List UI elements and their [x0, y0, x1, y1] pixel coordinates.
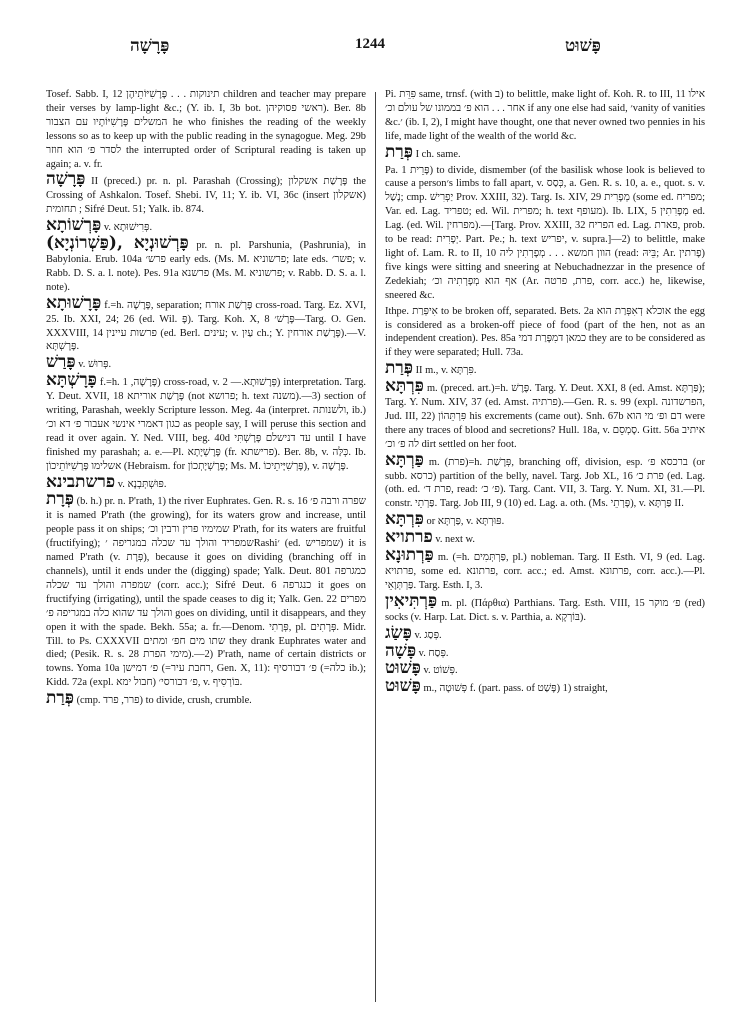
dictionary-entry — [46, 471, 366, 492]
entry-text: Pi. פִּרֵּת same, trnsf. (with ב) to belittle, make light of. Koh. R. to III, 11 אילו אחר . . . הוא פ׳ בממונו של עולם וכ׳ if any one else had said, ׳vanity of vanities &c.׳ (ib. I, 2), I might have thought, one that never owned two pennies in his life, made light of the wealth of the world &c. — [385, 89, 705, 142]
entry-text: Tosef. Sabb. I, 12 תינוקות . . . פָּרָשִׁיּוֹתֵיהֶן children and teacher may prepare their verses by lamp-light &c.; (Y. ib. I, 3b bot. ראשי פסוקיהן). Ber. 8b המשלים פָּרָשִׁיּוֹתָיו עם הצבור he who finishes the reading of the weekly lessons so as to keep up with the public reading in the synagogue. Meg. 29b לסדר פ׳ הוא חוזר the interrupted order of Scriptural reading is taken up again; a. v. fr. — [46, 89, 366, 170]
entry-headword: פְּרַת — [385, 141, 413, 162]
entry-text: Pa. פָּרֵית 1) to divide, dismember (of the basilisk whose look is believed to cause a person׳s limbs to fall apart, v. כְּסַס, a. Gen. R. s. 10, a. e., quot. s. v. נָשַׁל; cmp. יַפְרִישׁ Prov. XXIII, 32). Targ. Is. XIV, 29 מְפָרִית (some ed. מפריח; Var. ed. Lag. טפריד; ed. Wil. מפרית; h. text מעופף). Ib. LIX, 5 מְפָרִתִין ed. Lag. (ed. Wil. מפרחין).—[Targ. Prov. XXIII, 32 הפריח ed. Lag. פארת, prob. to be read: יְפָרִית. Part. Pe.; h. text יפריש, v. supra.]—2) to belittle, make light of. Lam. R. to II, 10 הוון חמשא . . . מְפָרְתִין ליה (read: בֵּיהּ; Ar. פָרתין) five kings were sitting and sneering at Nebuchadnezzar in the presence of Zedekiah; אף הוא מְפָרְתִיה וכ׳ (Ar. פרת, פרטה, corr. acc.) he, likewise, sneered &c. — [385, 164, 705, 301]
entry-headword: פָּשׁוּט — [385, 676, 421, 697]
dictionary-entry — [385, 141, 705, 162]
entry-headword: פָּשַׂג — [385, 622, 412, 643]
entry-headword: פִּרְתָּא — [385, 376, 424, 397]
entry-text: or פַּרְתָּא, v. פּוּרְתָּא. — [426, 516, 505, 528]
entry-headword: פָּשׁוּט — [385, 658, 421, 679]
dictionary-entry — [385, 545, 705, 593]
dictionary-entry — [46, 688, 366, 709]
entry-headword: פְּרַת — [46, 688, 74, 709]
entry-headword: פַּרְתָּא — [385, 449, 424, 470]
dictionary-entry — [46, 489, 366, 690]
entry-text: II (preced.) pr. n. pl. Parashah (Crossing); פָּרָשַׁת אשקלון the Crossing of Ashkalon. Tosef. Shebi. IV, 11; Y. ib. VI, 36c (insert אשקלון) תחומית ; Sifré Deut. 51; Yalk. ib. 874. — [46, 176, 366, 216]
dictionary-entry — [46, 88, 366, 171]
right-column — [385, 88, 705, 1008]
entry-headword: פָּרָשָׁה — [46, 169, 86, 190]
dictionary-entry — [385, 449, 705, 512]
entry-text: v. פְּרִישׁוּתָא. — [103, 222, 153, 234]
entry-headword: פָּרַשׁ — [46, 352, 76, 373]
header-right-word: פָּשׁוּט — [565, 36, 601, 55]
entry-text: f.=h. פָּרָשָׁה, 1) cross-road, v. פְּרָשׁוּתָא.— 2) interpretation. Targ. Y. Deut. XVII, 18 פָּרָשַׁת אוריתא (not פרושא; h. text משנה).—3) section of writing, Parashah, weekly Scripture lesson. Meg. 4a (interpret. ולשנותה, ib.) כגון דאמרי אינשי אעבור פ׳ דא וכ׳ as people say, I will peruse this section and read it over again. Y. Ned. VIII, beg. 40d עד דנישלם פָּרָשְׁתִּי until I have finished my parashah; a. e.—Pl. פָּרָשְׁיָתָא (fr. פרישתא). Ber. 8b, v. כְּלַּה. Ib. אשלימו פָּרָשִׁיּוֹתֵיכוֹן (Hebraism. for פָּרָשְׁיָתְכוֹן; Ms. M. פָּרְשִׁיָּיתֵיכוֹ), v. פָּרָשָׁה. — [46, 377, 366, 472]
entry-text: Ithpe. אִיפְּרַת to be broken off, separated. Bets. 2a אוכלא דְאִפְּרַת הוא the egg is considered as a broken-off piece of food (part of the hen, not as an independent creation). Pes. 85a כמאן דמִפָּרַת דמי they are to be considered as if they were separated; Hull. 73a. — [385, 305, 705, 359]
dictionary-entry — [385, 658, 705, 679]
entry-text: m. (פרת)=h. פְּרָשַׁת, branching off, division, esp. ברכסא פ׳ (or subb. כרסא) partition of the belly, navel. Targ. Job XL, 16 פרת כ׳ (ed. Lag. (oth. ed. פרת ד׳, read: פ׳ כ׳). Targ. Cant. VII, 3. Targ. Y. Num. XI, 31.—Pl. constr. פַּרְתֵי. Targ. Job III, 9 (10) ed. Lag. a. oth. (Ms. פָּרְתֵי), v. פַּרְתָּא II. — [385, 456, 705, 510]
entry-text: m. (preced. art.)=h. פֶּרֶשׁ. Targ. Y. Deut. XXI, 8 (ed. Amst. פַּרְתָּא); Targ. Y. Num. XIV, 37 (ed. Amst. פרתיה).—Gen. R. s. 99 (expl. הפרשדונה, Jud. III, 22) פִּרְתֵּהוֹן his excrements (came out). Snh. 67b דם ופ׳ מי הוא were there any traces of blood and secretions? Hull. 18a, v. סָמְסֵם. Gitt. 56a איתיב לה פ׳ וכ׳ dirt settled on her foot. — [385, 383, 705, 450]
entry-headword: פְּרָת — [46, 489, 74, 510]
entry-text: I ch. same. — [415, 148, 461, 160]
entry-text: v. next w. — [435, 534, 475, 546]
entry-text: (cmp. פרר, פרד) to divide, crush, crumble. — [76, 695, 252, 707]
entry-text: (b. h.) pr. n. P'rath, 1) the river Euphrates. Gen. R. s. 16 שפרה ורבה פ׳ it is named P'rath (the growing), for its waters grow and increase, until people pass it on ships; שמימיו פרין ורבין וכ׳ P'rath, for its waters are fruitful (fructifying); שמפריד והולך עד שכלה במגריפה ׳Rashi׳ (ed. שמפריש) it is named P'rath (v. פְּרָת), because it goes on dividing (branching off in channels), until it ends under the (digging) spade; Yalk. Deut. 801 כמגרפה שמפרה והולך עד שכלה (corr. acc.); Sifré Deut. 6 כנגרפה it goes on fructifying (irrigating), until the spade ceases to dig it; Yalk. Gen. 22 מפרים והולך עד שהוא כלה במגריפה פ׳ goes on dividing, until it disappears, and they open it with the spade. Bekh. 55a; a. fr.—Denom. פְּרָתִי, pl. פְּרָתִים. Midr. Till. to Ps. CXXXVII שתו מים חפ׳ ומתים they drank Euphrates water and died; (Pesik. R. s. 28 מימי הפרת).—2) P'rath, name of certain districts or towns. Yoma 10a פ׳ דמישן (=רחבת עיר, Gen. X, 11): פ׳ דבורסיף (=כלה ib.); Kidd. 72a (expl. חבול ימא) פ׳ דבורסי׳, v. בּוֹרְסִיף. — [46, 496, 366, 689]
dictionary-entry — [46, 370, 366, 473]
entry-text: v. פּוּשְׁתְּבְנָא. — [117, 478, 167, 490]
dictionary-entry — [385, 590, 705, 625]
left-column — [46, 88, 366, 1008]
entry-headword: פַּרְתִּיאִין — [385, 590, 438, 611]
dictionary-entry — [385, 676, 705, 697]
dictionary-entry — [385, 305, 705, 361]
entry-text: m. pl. (Πάρθια) Parthians. Targ. Esth. VIII, 15 פ׳ מוקר (red) socks (v. Harp. Lat. Dict. s. v. Parthia, a. בּוֹרְקָא). — [385, 597, 705, 623]
entry-text: pr. n. pl. Parshunia, (Pashrunia), in Babylonia. Erub. 104a פרש׳ early eds. (Ms. M. פרשוניא; late eds. פשר׳; v. Rabb. D. S. a. l. note). Pes. 91a פרשנא (Ms. M. פרשוניא; v. Rabb. D. S. a. l. note). — [46, 240, 366, 293]
dictionary-entry — [46, 292, 366, 355]
entry-headword: פָּרְשׁוּנְיָא ,(פַּשְׁרוֹנְיָא) — [46, 233, 189, 254]
entry-text: v. פְּסַג. — [414, 629, 442, 641]
dictionary-entry — [385, 622, 705, 643]
entry-headword: פרשתבינא — [46, 471, 116, 492]
entry-text: m., פְּשׁוּטָה f. (part. pass. of פָּשַׁט) 1) straight, — [423, 683, 608, 695]
page-header — [0, 36, 750, 60]
header-left-word: פָּרָשָׁה — [130, 36, 170, 55]
page-number: 1244 — [355, 36, 385, 52]
entry-text: v. פְּרוּשׁ. — [78, 359, 112, 371]
entry-headword: פָּשָׁה — [385, 640, 417, 661]
dictionary-entry — [385, 376, 705, 452]
dictionary-entry — [385, 640, 705, 661]
entry-headword: פִּרְתָּא — [385, 509, 424, 530]
dictionary-entry — [46, 169, 366, 217]
column-divider — [375, 92, 376, 1002]
entry-headword: פַּרְתוּנָא — [385, 545, 434, 566]
dictionary-entry — [385, 88, 705, 144]
entry-headword: פָּרְשׁוֹתָא — [46, 215, 102, 236]
dictionary-entry — [385, 358, 705, 379]
entry-text: v. פְּשׁוֹט. — [423, 665, 458, 677]
dictionary-entry — [46, 233, 366, 295]
entry-headword: פָּרָשְׁתָּא — [46, 370, 97, 391]
entry-text: m. (=h. פַּרְתְּמִים, pl.) nobleman. Targ. II Esth. VI, 9 (ed. Lag. פרתויא, some ed. פרתונא, corr. acc.; ed. Amst. פרתונא, corr. acc.).—Pl. פַּרְתְּוָאֵי. Targ. Esth. I, 3. — [385, 552, 705, 591]
entry-text: II m., v. פִּרְתָּא. — [415, 365, 477, 377]
entry-headword: פָּרָשׁוּתָא — [46, 292, 102, 313]
entry-text: v. פְּסַח. — [418, 647, 449, 659]
dictionary-entry — [385, 164, 705, 303]
entry-text: f.=h. פָּרָשָׁה, separation; פָּרְשַׁת אורח cross-road. Targ. Ez. XVI, 25. Ib. XXI, 24; 26 (ed. Wil. פָּ). Targ. Koh. X, 8 פָּרָשׁ׳—Targ. O. Gen. XXXVIII, 14 פרשות עיינין (ed. Berl. עינים; v. עַיִן ch.; Y. פָּרָשַׁת אורחין).—V. פָּרָשְׁתָּא. — [46, 299, 366, 353]
entry-headword: פרתויא — [385, 527, 433, 548]
entry-headword: פְּרַת — [385, 358, 413, 379]
dictionary-entry — [385, 509, 705, 530]
